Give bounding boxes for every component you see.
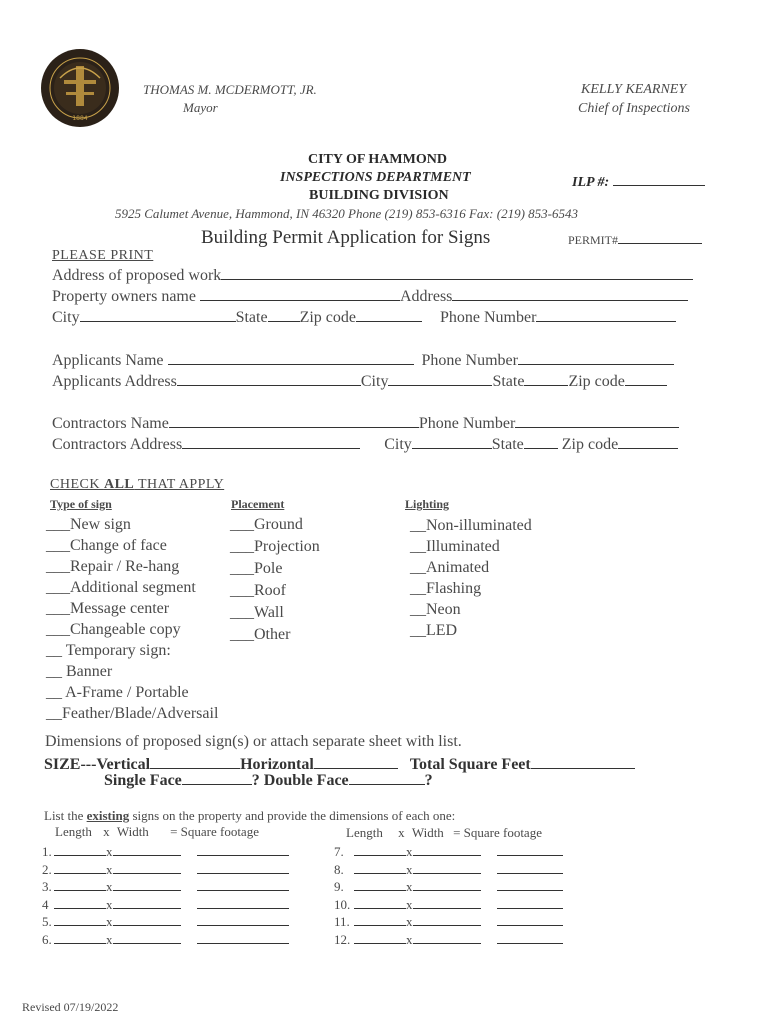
- contractor-phone-input[interactable]: [515, 426, 679, 428]
- width-input[interactable]: [413, 924, 481, 926]
- placement-option[interactable]: ___Roof: [230, 582, 286, 599]
- applicant-zip-label: Zip code: [568, 373, 625, 390]
- type-of-sign-heading: Type of sign: [50, 497, 112, 511]
- sign-type-option[interactable]: ___Message center: [46, 600, 170, 617]
- square-footage-input[interactable]: [197, 907, 289, 909]
- owner-name-label: Property owners name: [52, 288, 196, 305]
- size-vertical-input[interactable]: [150, 767, 240, 769]
- owner-address-label: Address: [399, 288, 453, 305]
- total-sqft-input[interactable]: [531, 767, 635, 769]
- contractor-state-label: State: [491, 436, 524, 453]
- length-input[interactable]: [354, 872, 406, 874]
- row-number: 7.: [334, 844, 344, 859]
- mayor-title: Mayor: [183, 100, 218, 115]
- applicant-phone-label: Phone Number: [421, 352, 518, 369]
- length-input[interactable]: [354, 854, 406, 856]
- sign-type-list: [46, 514, 218, 724]
- applicant-name-label: Applicants Name: [52, 352, 164, 369]
- contractor-zip-label: Zip code: [561, 436, 619, 453]
- existing-right-rows: [334, 843, 563, 948]
- square-footage-input[interactable]: [497, 889, 563, 891]
- dimensions-intro: Dimensions of proposed sign(s) or attach separate sheet with list.: [45, 733, 462, 750]
- owner-address-input[interactable]: [452, 299, 688, 301]
- address-of-work-row: [52, 267, 693, 285]
- lighting-option[interactable]: __LED: [410, 622, 458, 639]
- contractor-address-input[interactable]: [182, 447, 360, 449]
- existing-sign-row: [334, 843, 563, 861]
- length-input[interactable]: [54, 872, 106, 874]
- lighting-option[interactable]: __Animated: [410, 559, 490, 576]
- placement-list: [230, 514, 320, 646]
- form-title: Building Permit Application for Signs: [201, 227, 491, 248]
- length-input[interactable]: [54, 889, 106, 891]
- contractor-zip-input[interactable]: [618, 447, 678, 449]
- owner-zip-label: Zip code: [299, 309, 356, 326]
- existing-sign-row: [334, 861, 563, 879]
- existing-sign-row: [42, 931, 289, 949]
- lighting-list: [410, 515, 532, 641]
- square-footage-input[interactable]: [197, 889, 289, 891]
- width-input[interactable]: [413, 942, 481, 944]
- contractor-state-input[interactable]: [524, 447, 558, 449]
- existing-signs-intro: List the existing signs on the property and provide the dimensions of each one:: [44, 808, 456, 823]
- row-number: 4: [42, 896, 49, 912]
- applicant-zip-input[interactable]: [625, 384, 667, 386]
- double-face-input[interactable]: [349, 783, 425, 785]
- times-sign: x: [406, 879, 413, 894]
- permit-number-field: [568, 233, 702, 248]
- row-number: 10.: [334, 896, 351, 912]
- applicant-state-input[interactable]: [524, 384, 568, 386]
- width-input[interactable]: [113, 942, 181, 944]
- length-input[interactable]: [54, 924, 106, 926]
- length-input[interactable]: [354, 942, 406, 944]
- sign-type-option[interactable]: __ A-Frame / Portable: [46, 684, 189, 701]
- address-of-work-input[interactable]: [221, 278, 693, 280]
- existing-sign-row: [42, 896, 289, 914]
- owner-phone-input[interactable]: [536, 320, 676, 322]
- owner-name-input[interactable]: [200, 299, 400, 301]
- row-number: 6.: [42, 931, 52, 947]
- existing-sign-row: [42, 913, 289, 931]
- sign-type-option[interactable]: ___New sign: [46, 516, 131, 533]
- double-face-qmark: ?: [424, 772, 433, 789]
- square-footage-input[interactable]: [197, 854, 289, 856]
- times-sign: x: [106, 914, 113, 929]
- sign-type-option[interactable]: ___Additional segment: [46, 579, 196, 596]
- width-input[interactable]: [113, 924, 181, 926]
- address-of-work-label: Address of proposed work: [52, 267, 222, 284]
- lighting-option[interactable]: __Flashing: [410, 580, 482, 597]
- applicant-name-row: [52, 352, 674, 370]
- square-footage-input[interactable]: [497, 942, 563, 944]
- times-sign: x: [406, 896, 413, 912]
- existing-sign-row: [334, 896, 563, 914]
- owner-name-row: [52, 288, 688, 306]
- length-input[interactable]: [354, 889, 406, 891]
- owner-city-input[interactable]: [80, 320, 236, 322]
- existing-sign-row: [334, 878, 563, 896]
- square-footage-input[interactable]: [497, 924, 563, 926]
- width-input[interactable]: [413, 889, 481, 891]
- chief-title: Chief of Inspections: [578, 101, 690, 116]
- times-sign: x: [406, 844, 413, 859]
- lighting-option[interactable]: __Illuminated: [410, 538, 500, 555]
- times-sign: x: [406, 931, 413, 947]
- owner-state-input[interactable]: [268, 320, 300, 322]
- owner-phone-label: Phone Number: [439, 309, 537, 326]
- svg-text:1884: 1884: [72, 115, 88, 122]
- length-input[interactable]: [54, 907, 106, 909]
- size-vertical-label: SIZE---Vertical: [44, 756, 151, 773]
- applicant-phone-input[interactable]: [518, 363, 674, 365]
- applicant-address-label: Applicants Address: [52, 373, 177, 390]
- lighting-option[interactable]: __Neon: [410, 601, 461, 618]
- sign-type-option[interactable]: ___Repair / Re-hang: [46, 558, 180, 575]
- please-print-heading: PLEASE PRINT: [52, 248, 154, 263]
- row-number: 11.: [334, 914, 350, 929]
- existing-sign-row: [42, 843, 289, 861]
- lighting-option[interactable]: __Non-illuminated: [410, 517, 532, 534]
- existing-sign-row: [334, 913, 563, 931]
- applicant-name-input[interactable]: [168, 363, 414, 365]
- placement-option[interactable]: ___Wall: [230, 604, 284, 621]
- applicant-state-label: State: [492, 373, 525, 390]
- placement-option[interactable]: ___Other: [230, 626, 291, 643]
- times-sign: x: [106, 879, 113, 894]
- row-number: 3.: [42, 879, 52, 894]
- sign-type-option[interactable]: ___Changeable copy: [46, 621, 181, 638]
- length-input[interactable]: [354, 924, 406, 926]
- existing-right-headers: Length x Width = Square footage: [346, 825, 542, 840]
- square-footage-input[interactable]: [497, 872, 563, 874]
- owner-state-label: State: [235, 309, 268, 326]
- existing-sign-row: [42, 878, 289, 896]
- contractor-phone-label: Phone Number: [418, 415, 516, 432]
- length-input[interactable]: [54, 854, 106, 856]
- square-footage-input[interactable]: [497, 854, 563, 856]
- department-address: 5925 Calumet Avenue, Hammond, IN 46320 Phone (219) 853-6316 Fax: (219) 853-6543: [115, 206, 578, 221]
- mayor-name: THOMAS M. MCDERMOTT, JR.: [143, 82, 317, 97]
- times-sign: x: [406, 914, 413, 929]
- division-name: BUILDING DIVISION: [309, 188, 449, 203]
- row-number: 8.: [334, 861, 344, 877]
- ilp-number-field: [572, 175, 705, 191]
- width-input[interactable]: [113, 872, 181, 874]
- width-input[interactable]: [113, 889, 181, 891]
- placement-heading: Placement: [231, 497, 285, 511]
- contractor-name-input[interactable]: [169, 426, 419, 428]
- chief-name: KELLY KEARNEY: [581, 82, 687, 97]
- contractor-address-label: Contractors Address: [52, 436, 183, 453]
- row-number: 2.: [42, 861, 52, 877]
- placement-option[interactable]: ___Pole: [230, 560, 283, 577]
- placement-option[interactable]: ___Ground: [230, 516, 303, 533]
- double-face-label: ? Double Face: [251, 772, 349, 789]
- sign-type-option[interactable]: __ Temporary sign:: [46, 642, 171, 659]
- length-input[interactable]: [54, 942, 106, 944]
- contractor-name-row: [52, 415, 679, 433]
- existing-sign-row: [334, 931, 563, 949]
- existing-left-headers: Length x Width = Square footage: [55, 824, 259, 839]
- applicant-address-row: [52, 373, 667, 391]
- ilp-label: ILP #:: [572, 175, 610, 190]
- contractor-name-label: Contractors Name: [52, 415, 169, 432]
- size-horizontal-label: Horizontal: [240, 756, 314, 773]
- applicant-city-input[interactable]: [388, 384, 492, 386]
- existing-sign-row: [42, 861, 289, 879]
- width-input[interactable]: [413, 872, 481, 874]
- width-input[interactable]: [113, 854, 181, 856]
- existing-left-rows: [42, 843, 289, 948]
- row-number: 1.: [42, 844, 52, 859]
- face-row: [104, 772, 433, 790]
- times-sign: x: [106, 896, 113, 912]
- department-name: INSPECTIONS DEPARTMENT: [280, 170, 471, 185]
- square-footage-input[interactable]: [197, 942, 289, 944]
- width-input[interactable]: [413, 907, 481, 909]
- permit-label: PERMIT#: [568, 233, 619, 247]
- width-input[interactable]: [113, 907, 181, 909]
- city-seal-logo: [40, 48, 120, 128]
- city-name: CITY OF HAMMOND: [308, 152, 447, 167]
- times-sign: x: [106, 861, 113, 877]
- times-sign: x: [106, 931, 113, 947]
- contractor-city-label: City: [384, 436, 412, 453]
- lighting-heading: Lighting: [405, 497, 450, 511]
- applicant-address-input[interactable]: [177, 384, 361, 386]
- width-input[interactable]: [413, 854, 481, 856]
- square-footage-input[interactable]: [197, 872, 289, 874]
- row-number: 9.: [334, 879, 344, 894]
- contractor-address-row: [52, 436, 678, 454]
- revised-date: Revised 07/19/2022: [22, 1000, 119, 1014]
- row-number: 12.: [334, 931, 351, 947]
- owner-city-row: [52, 309, 676, 327]
- times-sign: x: [106, 844, 113, 859]
- total-sqft-label: Total Square Feet: [409, 756, 531, 773]
- row-number: 5.: [42, 914, 52, 929]
- single-face-label: Single Face: [104, 772, 182, 789]
- size-horizontal-input[interactable]: [314, 767, 398, 769]
- sign-type-option[interactable]: __ Banner: [46, 663, 113, 680]
- length-input[interactable]: [354, 907, 406, 909]
- square-footage-input[interactable]: [497, 907, 563, 909]
- placement-option[interactable]: ___Projection: [230, 538, 320, 555]
- owner-zip-input[interactable]: [356, 320, 422, 322]
- single-face-input[interactable]: [182, 783, 252, 785]
- check-all-heading: CHECK ALL THAT APPLY: [50, 477, 225, 492]
- sign-type-option[interactable]: __Feather/Blade/Adversail: [46, 705, 219, 722]
- square-footage-input[interactable]: [197, 924, 289, 926]
- contractor-city-input[interactable]: [412, 447, 492, 449]
- sign-type-option[interactable]: ___Change of face: [46, 537, 167, 554]
- owner-city-label: City: [52, 309, 80, 326]
- times-sign: x: [406, 861, 413, 877]
- applicant-city-label: City: [360, 373, 389, 390]
